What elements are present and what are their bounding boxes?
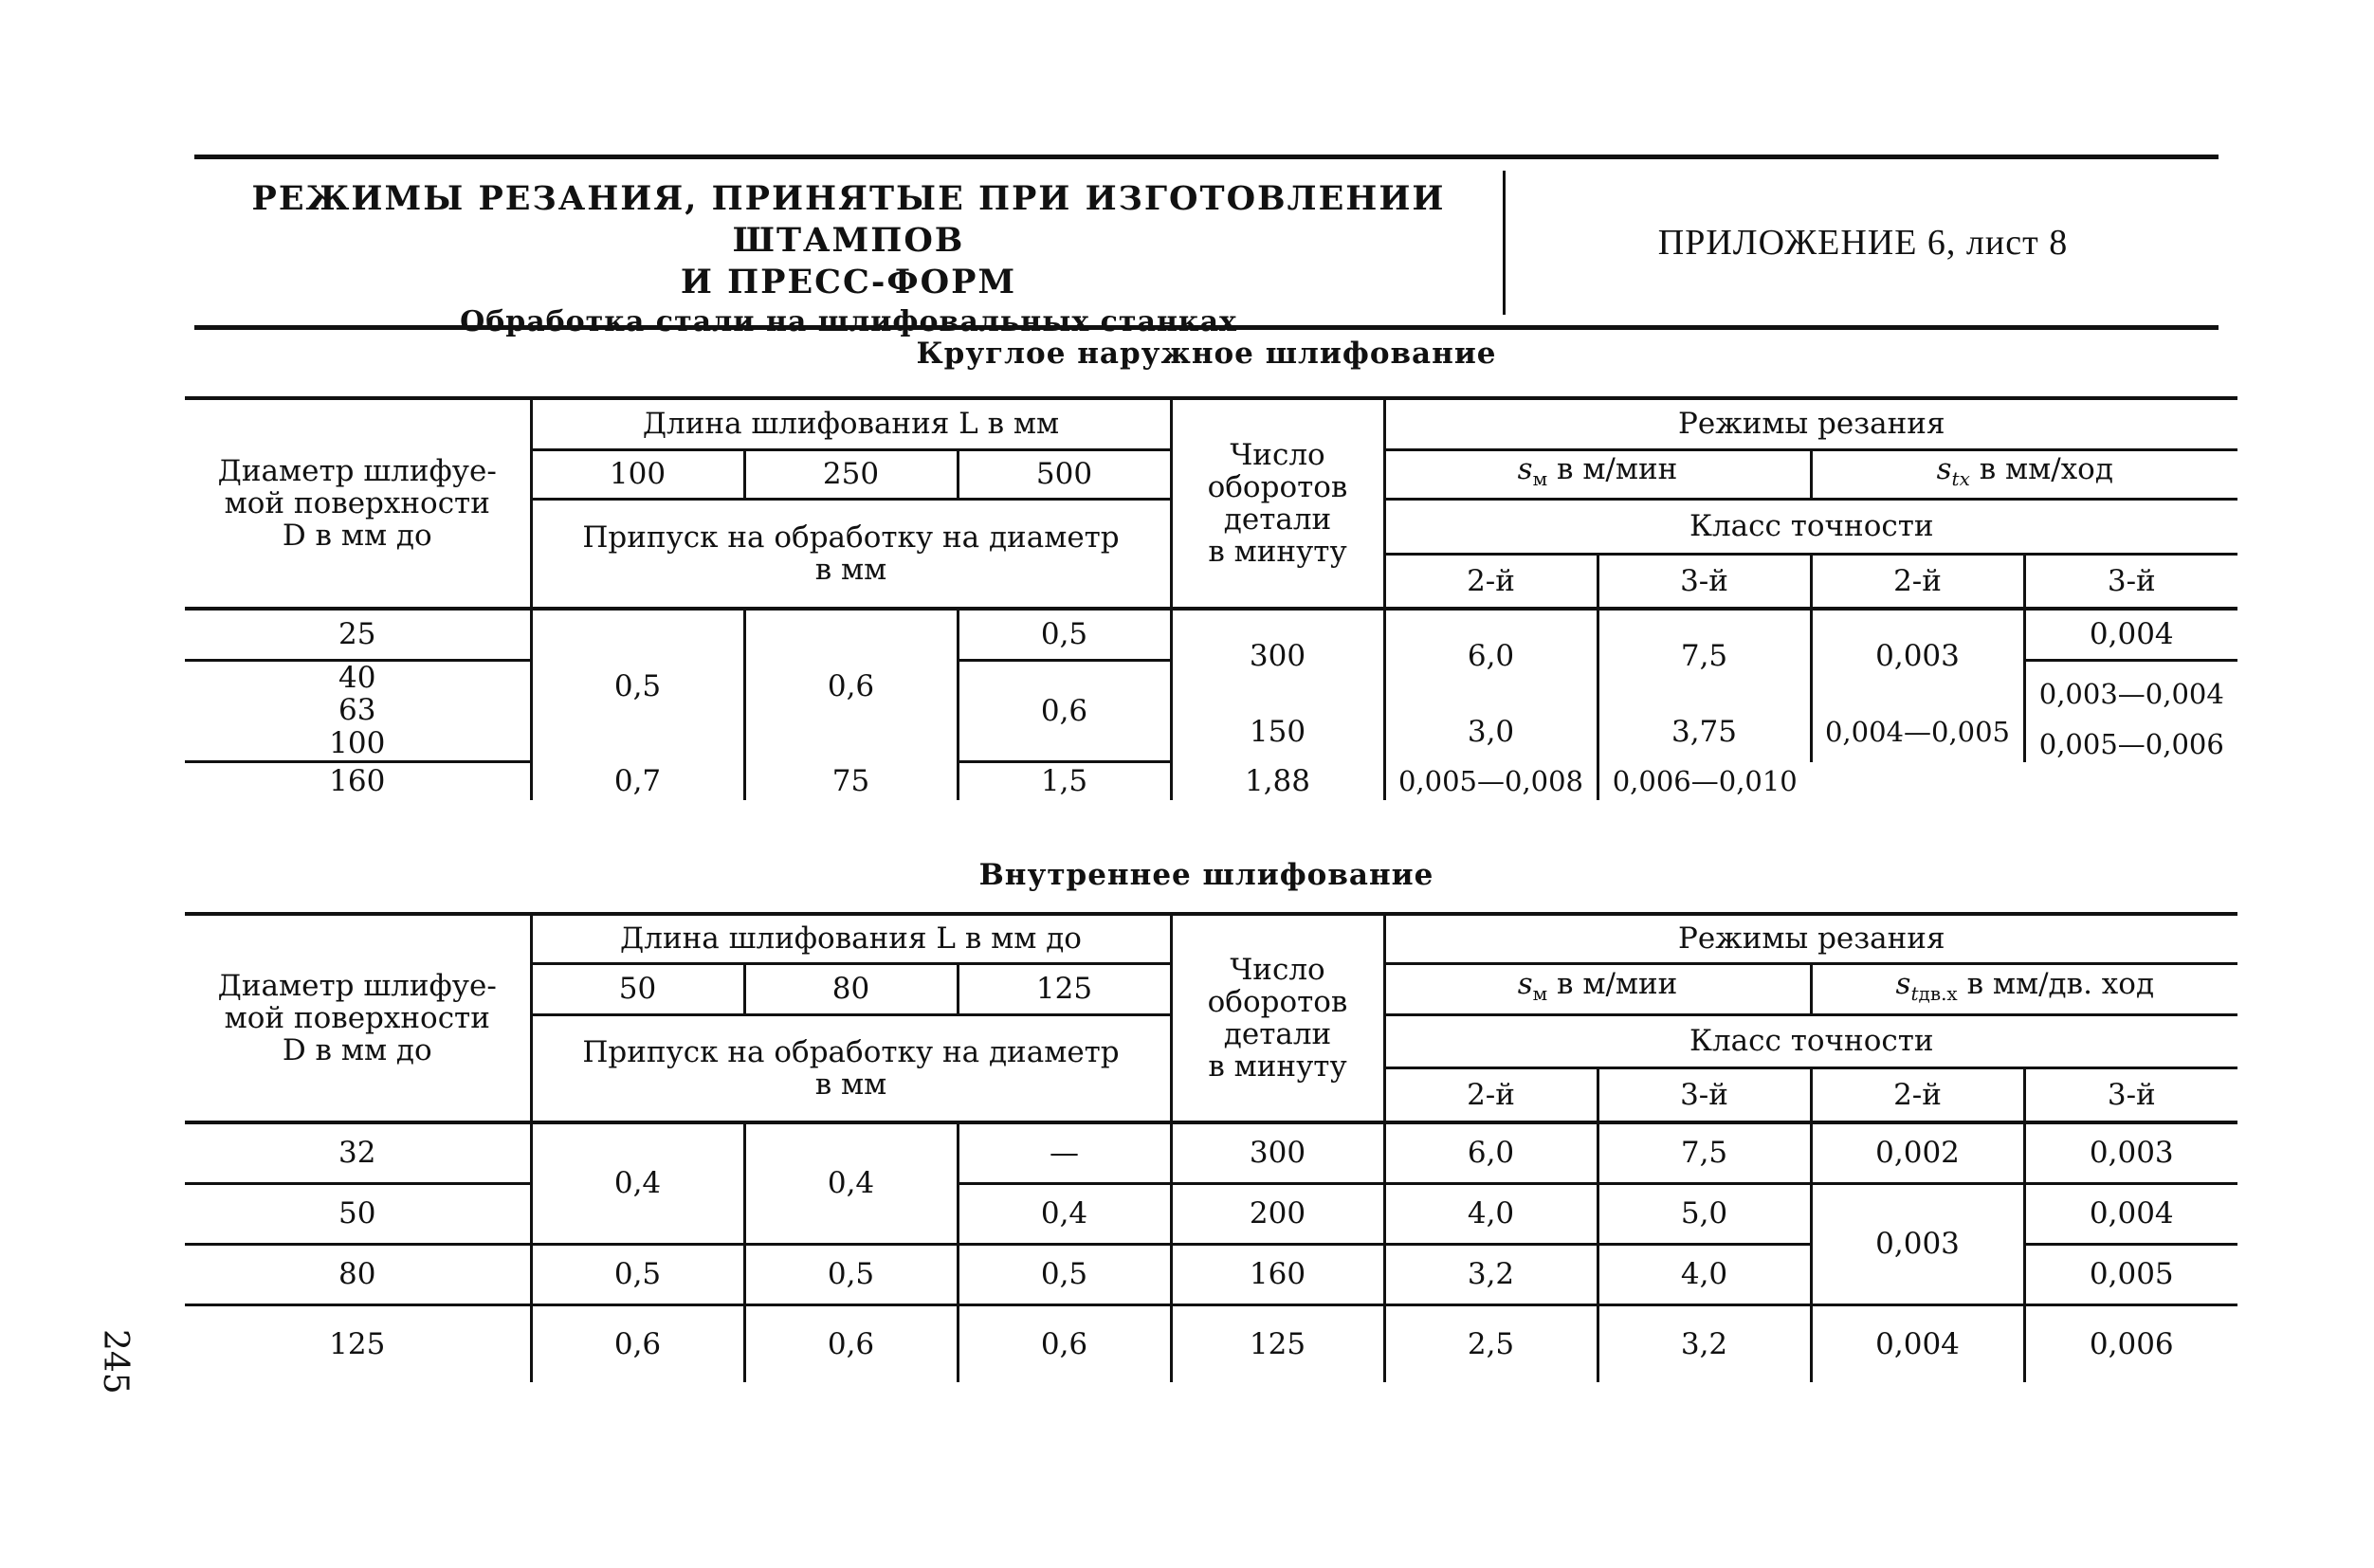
sm2-a: 6,0 (1384, 609, 1598, 702)
st3-50: 0,004 (2024, 1183, 2237, 1244)
class-sm-2: 2-й (1384, 554, 1598, 609)
header-title-block (194, 159, 1503, 338)
header-sm-unit: в м/мин (1557, 451, 1678, 486)
header-rpm-l2: оборотов (1207, 470, 1348, 504)
header-rpm-l3: детали (1223, 502, 1332, 537)
table2-title: Внутреннее шлифование (978, 858, 1434, 892)
st3-80: 0,005 (2024, 1244, 2237, 1304)
header-sm: $s_м$ в м/мии (1384, 963, 1811, 1014)
header-st-unit: в мм/ход (1979, 451, 2113, 486)
sm2-125: 2,5 (1384, 1304, 1598, 1382)
a125-80: 0,5 (958, 1244, 1171, 1304)
header-allowance-l2: в мм (814, 1067, 887, 1102)
header-modes: Режимы резания (1384, 398, 2237, 449)
d-50: 50 (185, 1183, 531, 1244)
header-sm: $s_м$ в м/мин (1384, 449, 1811, 499)
table-internal-grinding (185, 912, 2237, 1382)
header-divider (1503, 171, 1506, 315)
class-st-2: 2-й (1811, 554, 2024, 609)
allow-500-a: 0,5 (958, 609, 1171, 660)
header-rpm-l2: оборотов (1207, 985, 1348, 1019)
title-line-1: РЕЖИМЫ РЕЗАНИЯ, ПРИНЯТЫЕ ПРИ ИЗГОТОВЛЕНИИ ШТАМПОВ (251, 179, 1446, 260)
class-st-2: 2-й (1811, 1067, 2024, 1122)
a125-50: 0,4 (958, 1183, 1171, 1244)
header-rpm-l4: в минуту (1208, 1049, 1347, 1084)
class-sm-3: 3-й (1598, 1067, 1811, 1122)
st3-125: 0,006 (2089, 1326, 2174, 1361)
table-row (185, 609, 2237, 660)
a50-32: 0,4 (531, 1122, 744, 1244)
header-length: Длина шлифования L в мм (531, 398, 1171, 449)
page-number: 245 (96, 1329, 135, 1395)
appendix-label: ПРИЛОЖЕНИЕ 6, лист 8 (1657, 222, 2069, 263)
a50-80: 0,5 (531, 1244, 744, 1304)
st3-a: 0,004 (2024, 609, 2237, 660)
st2-32: 0,002 (1811, 1122, 2024, 1183)
header-st: $s_{tx}$ в мм/ход (1811, 449, 2237, 499)
diameter-40-63 (185, 660, 531, 726)
sm3-c: 1,88 (1171, 762, 1384, 800)
allow-500-b: 0,6 (958, 660, 1171, 762)
st2-a: 0,003 (1811, 609, 2024, 702)
table1-title: Круглое наружное шлифование (916, 337, 1497, 371)
header-rpm-l3: детали (1223, 1017, 1332, 1051)
table-row (185, 1122, 2237, 1183)
length-500: 500 (958, 449, 1171, 499)
header-class: Класс точности (1384, 499, 2237, 554)
subtitle: Обработка стали на шлифовальных станках (460, 305, 1237, 338)
sm2-80: 3,2 (1384, 1244, 1598, 1304)
sm3-50: 5,0 (1598, 1183, 1811, 1244)
rpm-50: 200 (1171, 1183, 1384, 1244)
sm3-125: 3,2 (1598, 1304, 1811, 1382)
header-diameter (185, 914, 531, 1122)
length-100: 100 (531, 449, 744, 499)
header-diameter-line1: Диаметр шлифуе- (217, 454, 497, 488)
class-st-3: 3-й (2024, 554, 2237, 609)
header-diameter-line1: Диаметр шлифуе- (217, 969, 497, 1003)
a80-80: 0,5 (744, 1244, 958, 1304)
table-external-grinding (185, 396, 2237, 800)
sm3-80: 4,0 (1598, 1244, 1811, 1304)
header-allowance (531, 1014, 1171, 1122)
length-50: 50 (531, 963, 744, 1014)
st3-b: 0,003—0,004 (2038, 677, 2224, 710)
header-allowance (531, 499, 1171, 609)
length-250: 250 (744, 449, 958, 499)
table-row (185, 1304, 2237, 1382)
st2-c: 0,005—0,008 (1384, 762, 1598, 800)
header-st: $s_{tдв.х}$ в мм/дв. ход (1811, 963, 2237, 1014)
table-row (185, 762, 2237, 800)
d-80: 80 (185, 1244, 531, 1304)
rpm-32: 300 (1171, 1122, 1384, 1183)
diameter-100: 100 (185, 726, 531, 762)
st3-32: 0,003 (2024, 1122, 2237, 1183)
page-header (194, 155, 2219, 338)
d-32: 32 (185, 1122, 531, 1183)
header-diameter-line3-text: D в мм до (282, 519, 432, 553)
header-length: Длина шлифования L в мм до (531, 914, 1171, 963)
header-diameter (185, 398, 531, 609)
sm3-32: 7,5 (1598, 1122, 1811, 1183)
st3-c: 0,005—0,006 (2038, 727, 2224, 760)
sm3-b: 3,75 (1598, 702, 1811, 762)
st3-d: 0,006—0,010 (1612, 764, 1798, 797)
a125-32: — (958, 1122, 1171, 1183)
sm2-c: 1,5 (958, 762, 1171, 800)
d-125: 125 (185, 1304, 531, 1382)
sm2-50: 4,0 (1384, 1183, 1598, 1244)
header-diameter-line3 (185, 520, 530, 552)
table-row (185, 1183, 2237, 1244)
allow-100: 0,5 (531, 609, 744, 762)
st2-125: 0,004 (1811, 1304, 2024, 1382)
rpm-125: 125 (1171, 1304, 1384, 1382)
st2-50-80: 0,003 (1811, 1183, 2024, 1304)
a125-125: 0,6 (958, 1304, 1171, 1382)
header-modes: Режимы резания (1384, 914, 2237, 963)
header-rpm-l1: Число (1230, 953, 1325, 987)
header-rpm (1171, 398, 1384, 609)
class-sm-3: 3-й (1598, 554, 1811, 609)
title-line-2: И ПРЕСС-ФОРМ (680, 263, 1017, 301)
a50-125: 0,6 (531, 1304, 744, 1382)
length-125: 125 (958, 963, 1171, 1014)
a80-125: 0,6 (744, 1304, 958, 1382)
header-class: Класс точности (1384, 1014, 2237, 1067)
st2-b: 0,004—0,005 (1811, 702, 2024, 762)
rpm-80: 160 (1171, 1244, 1384, 1304)
diameter-160: 160 (185, 762, 531, 800)
header-st-unit: в мм/дв. ход (1966, 966, 2155, 1001)
diameter-25: 25 (185, 609, 531, 660)
diameter-40: 40 (338, 660, 376, 695)
sm3-a: 7,5 (1598, 609, 1811, 702)
header-rpm-l1: Число (1230, 438, 1325, 472)
header-diameter-line2: мой поверхности (224, 1001, 490, 1035)
allow-250: 0,6 (744, 609, 958, 762)
diameter-63: 63 (338, 692, 376, 727)
rpm-75: 75 (744, 762, 958, 800)
header-allowance-l2: в мм (814, 552, 887, 587)
a80-32: 0,4 (744, 1122, 958, 1244)
header-sm-unit: в м/мии (1557, 966, 1678, 1001)
header-rpm (1171, 914, 1384, 1122)
class-sm-2: 2-й (1384, 1067, 1598, 1122)
rpm-150: 150 (1171, 702, 1384, 762)
sm2-b: 3,0 (1384, 702, 1598, 762)
header-allowance-l1: Припуск на обработку на диаметр (582, 520, 1120, 555)
header-allowance-l1: Припуск на обработку на диаметр (582, 1034, 1120, 1069)
length-80: 80 (744, 963, 958, 1014)
sm2-32: 6,0 (1384, 1122, 1598, 1183)
class-st-3: 3-й (2024, 1067, 2237, 1122)
allow-500-c: 0,7 (531, 762, 744, 800)
header-diameter-line2: мой поверхности (224, 486, 490, 520)
rpm-300: 300 (1171, 609, 1384, 702)
header-diameter-line3: D в мм до (282, 1033, 432, 1067)
header-rpm-l4: в минуту (1208, 535, 1347, 569)
